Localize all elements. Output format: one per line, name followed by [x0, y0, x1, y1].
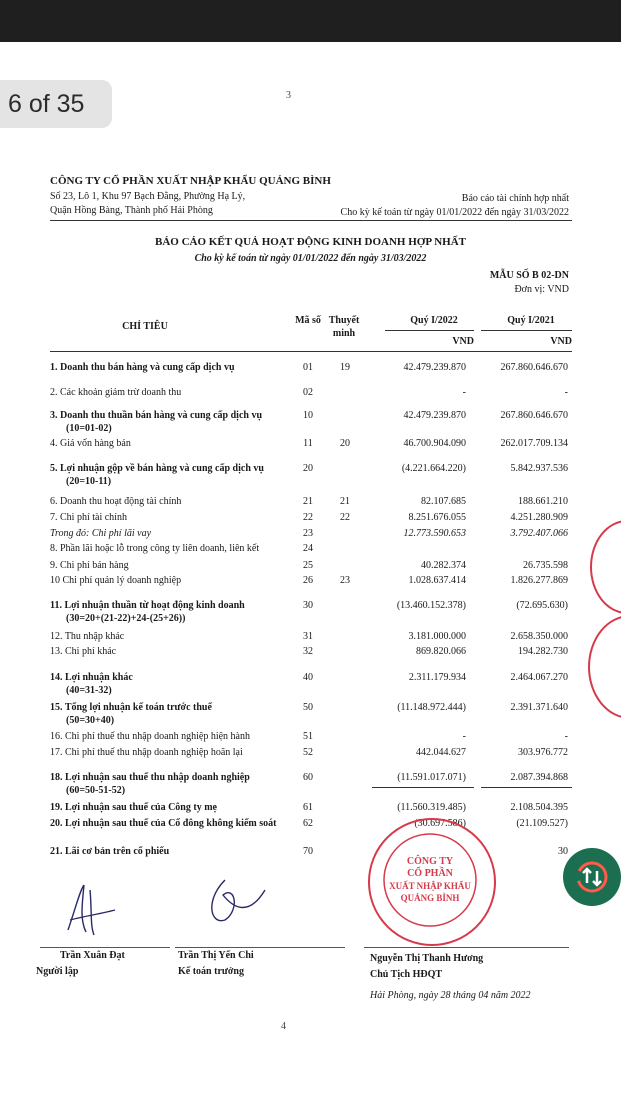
row-value-q2022: -	[462, 731, 466, 742]
row-value-q2022: 40.282.374	[421, 560, 466, 571]
row-code: 24	[303, 543, 313, 554]
row-code: 01	[303, 362, 313, 373]
row-value-q2022: (4.221.664.220)	[401, 463, 466, 474]
company-address-1: Số 23, Lô 1, Khu 97 Bạch Đằng, Phường Hạ Lý,	[50, 191, 246, 202]
row-value-q2022: (11.148.972.444)	[397, 702, 466, 713]
row-label: 18. Lợi nhuận sau thuế thu nhập doanh nghiệp	[50, 772, 250, 783]
signer-3-role: Chủ Tịch HĐQT	[370, 969, 443, 980]
row-value-q2021: 2.391.371.640	[510, 702, 568, 713]
currency-unit: Đơn vị: VND	[514, 284, 569, 295]
row-value-q2021: 30	[558, 846, 568, 857]
col-currency-q2022: VND	[452, 336, 474, 347]
row-label: 5. Lợi nhuận gộp về bán hàng và cung cấp dịch vụ	[50, 463, 264, 474]
sign-line-1	[40, 947, 170, 948]
row-value-q2022: 3.181.000.000	[408, 631, 466, 642]
row-code: 11	[303, 438, 313, 449]
partial-stamp-bottom	[588, 615, 621, 719]
row-code: 61	[303, 802, 313, 813]
row-note: 21	[340, 496, 350, 507]
row-formula: (60=50-51-52)	[66, 785, 126, 796]
company-name: CÔNG TY CỔ PHẦN XUẤT NHẬP KHẨU QUẢNG BÌNH	[50, 175, 331, 187]
stamp-line-1: CÔNG TY	[406, 856, 454, 867]
row18-underline-q2021	[481, 787, 572, 788]
row-code: 22	[303, 512, 313, 523]
row-label: 1. Doanh thu bán hàng và cung cấp dịch vụ	[50, 362, 235, 373]
signature-2-icon	[195, 870, 275, 940]
row-label: 9. Chi phí bán hàng	[50, 560, 129, 571]
row-value-q2021: 2.464.067.270	[510, 672, 568, 683]
row-label: 21. Lãi cơ bản trên cổ phiếu	[50, 846, 170, 857]
row-label: 8. Phần lãi hoặc lỗ trong công ty liên doanh, liên kết	[50, 543, 260, 554]
row-code: 20	[303, 463, 313, 474]
row-value-q2021: 26.735.598	[523, 560, 568, 571]
row-label: 11. Lợi nhuận thuần từ hoạt động kinh doanh	[50, 600, 245, 611]
row-value-q2022: 442.044.627	[416, 747, 466, 758]
row-value-q2021: 1.826.277.869	[510, 575, 568, 586]
row-label: 19. Lợi nhuận sau thuế của Công ty mẹ	[50, 802, 217, 813]
signer-2-role: Kế toán trưởng	[178, 966, 244, 977]
row-formula: (40=31-32)	[66, 685, 112, 696]
row-value-q2021: 267.860.646.670	[500, 362, 568, 373]
row-note: 22	[340, 512, 350, 523]
partial-stamp-top	[590, 520, 621, 614]
signer-2-name: Trần Thị Yến Chi	[178, 950, 254, 961]
signer-1-role: Người lập	[36, 966, 79, 977]
row-value-q2021: 188.661.210	[518, 496, 568, 507]
row-code: 40	[303, 672, 313, 683]
row-value-q2021: 267.860.646.670	[500, 410, 568, 421]
page-number-bottom: 4	[281, 1021, 286, 1032]
signer-1-name: Trần Xuân Đạt	[60, 950, 125, 961]
col-header-note: Thuyết minh	[328, 315, 360, 339]
report-type: Báo cáo tài chính hợp nhất	[461, 193, 569, 204]
col-currency-q2021: VND	[550, 336, 572, 347]
row-label: 16. Chi phí thuế thu nhập doanh nghiệp hiện hành	[50, 731, 250, 742]
row-value-q2022: 1.028.637.414	[408, 575, 466, 586]
row-value-q2022: 869.820.066	[416, 646, 466, 657]
report-subtitle: Cho kỳ kế toán từ ngày 01/01/2022 đến ngày 31/03/2022	[194, 253, 427, 264]
report-period: Cho kỳ kế toán từ ngày 01/01/2022 đến ngày 31/03/2022	[340, 207, 569, 218]
col-header-q2021: Quý I/2021	[507, 315, 555, 326]
header-divider	[50, 220, 572, 221]
row-code: 32	[303, 646, 313, 657]
report-title: BÁO CÁO KẾT QUẢ HOẠT ĐỘNG KINH DOANH HỢP NHẤT	[155, 236, 466, 248]
row-value-q2022: 8.251.676.055	[408, 512, 466, 523]
row-label: 15. Tổng lợi nhuận kế toán trước thuế	[50, 702, 212, 713]
row18-underline-q2022	[372, 787, 474, 788]
row-label: Trong đó: Chi phí lãi vay	[50, 528, 152, 539]
row-formula: (10=01-02)	[66, 423, 112, 434]
row-value-q2021: 5.842.937.536	[510, 463, 568, 474]
row-code: 26	[303, 575, 313, 586]
row-code: 50	[303, 702, 313, 713]
row-label: 13. Chi phí khác	[50, 646, 117, 657]
sign-line-2	[175, 947, 345, 948]
row-formula: (20=10-11)	[66, 476, 112, 487]
row-value-q2021: 2.087.394.868	[510, 772, 568, 783]
row-code: 60	[303, 772, 313, 783]
form-number: MẪU SỐ B 02-DN	[489, 270, 569, 281]
stamp-line-3: XUẤT NHẬP KHẨU	[389, 881, 471, 891]
row-code: 30	[303, 600, 313, 611]
row-label: 20. Lợi nhuận sau thuế của Cổ đông không kiểm soát	[50, 818, 277, 829]
row-value-q2022: (30.697.586)	[414, 818, 466, 829]
row-value-q2022: (13.460.152.378)	[396, 600, 466, 611]
row-label: 2. Các khoản giảm trừ doanh thu	[50, 387, 182, 398]
row-value-q2021: 194.282.730	[518, 646, 568, 657]
row-value-q2022: 42.479.239.870	[403, 410, 466, 421]
row-formula: (30=20+(21-22)+24-(25+26))	[66, 613, 186, 624]
row-label: 4. Giá vốn hàng bán	[50, 438, 131, 449]
q2022-underline	[385, 330, 474, 331]
row-value-q2022: 46.700.904.090	[403, 438, 466, 449]
row-value-q2021: 262.017.709.134	[500, 438, 568, 449]
row-formula: (50=30+40)	[66, 715, 115, 726]
row-value-q2022: (11.591.017.071)	[397, 772, 466, 783]
row-label: 10 Chi phí quản lý doanh nghiệp	[50, 575, 182, 586]
page-indicator: 6 of 35	[0, 80, 112, 128]
row-label: 17. Chi phí thuế thu nhập doanh nghiệp hoãn lại	[50, 747, 243, 758]
row-code: 10	[303, 410, 313, 421]
row-value-q2021: 3.792.407.066	[510, 528, 568, 539]
row-value-q2021: -	[564, 731, 568, 742]
row-value-q2022: -	[462, 387, 466, 398]
row-label: 6. Doanh thu hoạt động tài chính	[50, 496, 182, 507]
q2021-underline	[481, 330, 572, 331]
row-value-q2021: 4.251.280.909	[510, 512, 568, 523]
row-code: 62	[303, 818, 313, 829]
col-header-q2022: Quý I/2022	[410, 315, 458, 326]
col-header-code: Mã số	[295, 315, 321, 326]
row-code: 70	[303, 846, 313, 857]
page-number-top: 3	[286, 90, 291, 101]
place-date: Hải Phòng, ngày 28 tháng 04 năm 2022	[370, 990, 531, 1001]
row-value-q2021: -	[564, 387, 568, 398]
row-value-q2022: (11.560.319.485)	[397, 802, 466, 813]
stamp-line-4: QUẢNG BÌNH	[400, 893, 460, 903]
table-header-divider	[50, 351, 572, 352]
sync-button[interactable]	[563, 848, 621, 906]
row-code: 21	[303, 496, 313, 507]
row-note: 19	[340, 362, 350, 373]
row-label: 7. Chi phí tài chính	[50, 512, 127, 523]
row-label: 3. Doanh thu thuần bán hàng và cung cấp dịch vụ	[50, 410, 263, 421]
sign-line-3	[364, 947, 569, 948]
row-value-q2021: 2.108.504.395	[510, 802, 568, 813]
viewer-top-bar	[0, 0, 621, 42]
company-stamp	[368, 818, 496, 946]
row-value-q2021: (21.109.527)	[516, 818, 568, 829]
company-address-2: Quận Hồng Bàng, Thành phố Hải Phòng	[50, 205, 213, 216]
row-code: 23	[303, 528, 313, 539]
row-code: 31	[303, 631, 313, 642]
row-value-q2022: 42.479.239.870	[403, 362, 466, 373]
row-note: 23	[340, 575, 350, 586]
row-code: 25	[303, 560, 313, 571]
row-value-q2022: 12.773.590.653	[403, 528, 466, 539]
signature-1-icon	[60, 880, 120, 940]
row-value-q2021: 2.658.350.000	[510, 631, 568, 642]
row-code: 52	[303, 747, 313, 758]
row-value-q2021: (72.695.630)	[516, 600, 568, 611]
row-value-q2022: 82.107.685	[421, 496, 466, 507]
row-note: 20	[340, 438, 350, 449]
row-label: 14. Lợi nhuận khác	[50, 672, 133, 683]
row-code: 51	[303, 731, 313, 742]
row-value-q2021: 303.976.772	[518, 747, 568, 758]
col-header-item: CHỈ TIÊU	[122, 321, 168, 332]
row-label: 12. Thu nhập khác	[50, 631, 125, 642]
row-value-q2022: 2.311.179.934	[408, 672, 466, 683]
sync-arrows-icon	[572, 857, 612, 897]
stamp-line-2: CỔ PHẦN	[407, 868, 453, 879]
row-code: 02	[303, 387, 313, 398]
signer-3-name: Nguyễn Thị Thanh Hương	[370, 953, 484, 964]
